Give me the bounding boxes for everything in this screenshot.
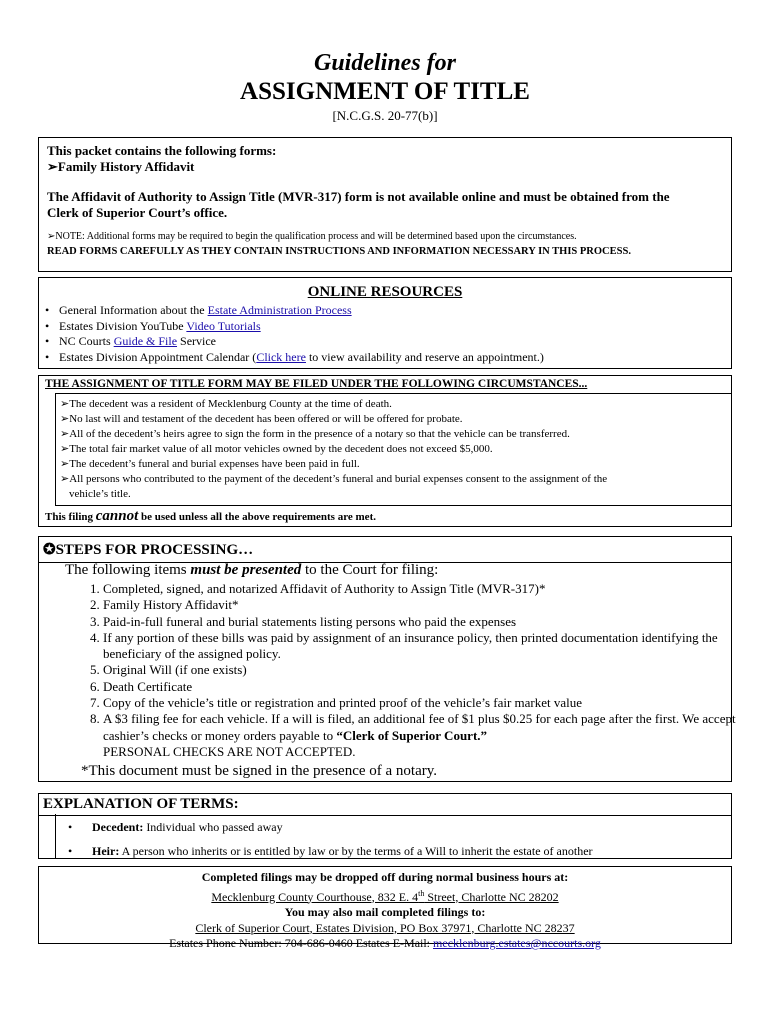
guide-file-link[interactable]: Guide & File	[113, 334, 178, 348]
steps-subheading: The following items must be presented to the Court for filing:	[65, 562, 439, 578]
packet-form1: ➢Family History Affidavit	[47, 159, 195, 174]
mail-text: You may also mail completed filings to:	[284, 905, 486, 919]
list-item: ➢All persons who contributed to the payment of the decedent’s funeral and burial expenses consent to the assignment of the	[60, 473, 608, 485]
steps-list	[77, 581, 743, 760]
list-item: ➢No last will and testament of the decedent has been offered or will be offered for probate.	[60, 413, 463, 425]
list-item: • NC Courts Guide & File Service	[59, 334, 731, 350]
contact-box	[38, 866, 732, 950]
list-item: • General Information about the Estate Administration Process	[59, 303, 731, 319]
list-item: • Estates Division Appointment Calendar (Click here to view availability and reserve an appointment.)	[59, 350, 731, 366]
packet-intro: This packet contains the following forms:	[47, 143, 277, 158]
phone-email: Estates Phone Number: 704-686-0460 Estates E-Mail: mecklenburg.estates@nccourts.org	[169, 936, 601, 950]
list-item: ➢The decedent’s funeral and burial expenses have been paid in full.	[60, 458, 360, 470]
list-item: 5. Original Will (if one exists)	[103, 662, 743, 678]
video-tutorials-link[interactable]: Video Tutorials	[186, 318, 261, 333]
mail-address: Clerk of Superior Court, Estates Division, PO Box 37971, Charlotte NC 28237	[195, 920, 575, 935]
list-item: ➢The decedent was a resident of Mecklenburg County at the time of death.	[60, 398, 392, 410]
list-item: 8. A $3 filing fee for each vehicle. If a will is filed, an additional fee of $1 plus $0.25 for each page after the first. We accept cashier’s checks or money orders payable to “Clerk of Superior Court.” PERSONAL CHECKS ARE NOT ACCEPTED.	[103, 711, 743, 760]
steps-box	[38, 536, 736, 782]
mvr-note-2: Clerk of Superior Court’s office.	[47, 205, 228, 220]
packet-box	[38, 137, 732, 272]
read-forms-warning: READ FORMS CAREFULLY AS THEY CONTAIN INSTRUCTIONS AND INFORMATION NECESSARY IN THIS PROCESS.	[47, 246, 631, 257]
online-resources-heading: ONLINE RESOURCES	[307, 284, 463, 300]
dropoff-text: Completed filings may be dropped off during normal business hours at:	[201, 870, 569, 884]
terms-heading: EXPLANATION OF TERMS:	[39, 794, 731, 816]
circumstances-list	[55, 393, 731, 506]
term-heir: Heir: A person who inherits or is entitled by law or by the terms of a Will to inherit the estate of another	[92, 844, 593, 858]
title-line1: Guidelines for	[313, 50, 456, 76]
list-item: ➢All of the decedent’s heirs agree to sign the form in the presence of a notary so that the vehicle can be transferred.	[60, 428, 570, 440]
terms-box	[38, 793, 732, 859]
email-link[interactable]: mecklenburg.estates@nccourts.org	[433, 936, 601, 950]
steps-heading: ✪STEPS FOR PROCESSING…	[39, 537, 731, 563]
online-resources-box	[38, 277, 732, 369]
circumstances-footer: This filing cannot be used unless all the above requirements are met.	[45, 508, 376, 524]
notary-note: *This document must be signed in the presence of a notary.	[81, 763, 438, 779]
list-item: 2. Family History Affidavit*	[103, 597, 743, 613]
page-title: ASSIGNMENT OF TITLE	[240, 78, 530, 105]
term-decedent: Decedent: Individual who passed away	[92, 820, 283, 834]
statute-ref: [N.C.G.S. 20-77(b)]	[332, 108, 438, 123]
terms-list: • Decedent: Individual who passed away • Heir: A person who inherits or is entitled by law or by the terms of a Will to inherit the estate of another	[55, 814, 731, 858]
additional-forms-note: ➢NOTE: Additional forms may be required to begin the qualification process and will be determined based upon the circumstances.	[47, 231, 577, 242]
resources-list	[39, 303, 731, 365]
list-item: • Estates Division YouTube Video Tutorials	[59, 319, 731, 335]
estate-admin-link[interactable]: Estate Administration Process	[207, 303, 352, 317]
list-item: ➢The total fair market value of all motor vehicles owned by the decedent does not exceed $5,000.	[60, 443, 493, 455]
list-item: 3. Paid-in-full funeral and burial statements listing persons who paid the expenses	[103, 614, 743, 630]
list-item: 6. Death Certificate	[103, 679, 743, 695]
list-item: 4. If any portion of these bills was paid by assignment of an insurance policy, then printed documentation identifying the beneficiary of the assigned policy.	[103, 630, 743, 663]
circumstances-box	[38, 375, 732, 527]
circumstances-heading: THE ASSIGNMENT OF TITLE FORM MAY BE FILED UNDER THE FOLLOWING CIRCUMSTANCES...	[45, 378, 588, 390]
mvr-note-1: The Affidavit of Authority to Assign Title (MVR-317) form is not available online and must be obtained from the	[47, 189, 670, 204]
list-item: vehicle’s title.	[69, 488, 131, 500]
calendar-click-here-link[interactable]: Click here	[256, 349, 306, 364]
list-item: 1. Completed, signed, and notarized Affidavit of Authority to Assign Title (MVR-317)*	[103, 581, 743, 597]
list-item: 7. Copy of the vehicle’s title or registration and printed proof of the vehicle’s fair market value	[103, 695, 743, 711]
courthouse-address: Mecklenburg County Courthouse, 832 E. 4th Street, Charlotte NC 28202	[211, 888, 559, 904]
